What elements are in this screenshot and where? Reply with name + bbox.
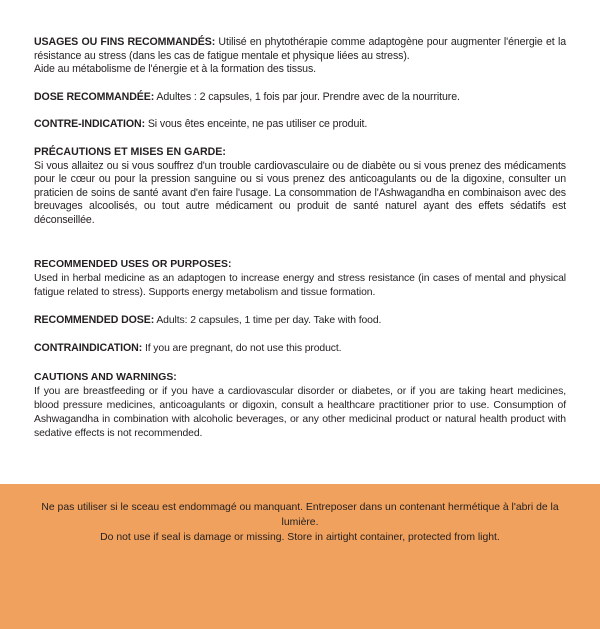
fr-recommended-dose-body: Adultes : 2 capsules, 1 fois par jour. Prendre avec de la nourriture. bbox=[154, 90, 460, 103]
fr-recommended-dose-block bbox=[34, 91, 566, 105]
en-recommended-uses-body: Used in herbal medicine as an adaptogen to increase energy and stress resistance (in cases of mental and physical fatigue related to stress). Supports energy metabolism and tissue formation. bbox=[34, 272, 566, 298]
en-recommended-uses-block bbox=[34, 258, 566, 301]
fr-cautions-heading: PRÉCAUTIONS ET MISES EN GARDE: bbox=[34, 145, 226, 158]
en-contraindication-heading: CONTRAINDICATION: bbox=[34, 342, 143, 355]
section-divider-spacer bbox=[34, 242, 566, 258]
fr-recommended-uses-paragraph bbox=[34, 36, 566, 63]
en-contraindication-block bbox=[34, 342, 566, 356]
fr-contraindication-body: Si vous êtes enceinte, ne pas utiliser ce produit. bbox=[145, 118, 368, 131]
fr-cautions-body: Si vous allaitez ou si vous souffrez d'un trouble cardiovasculaire ou de diabète ou si vous prenez des médicaments pour le cœur ou pour la pression sanguine ou si vous prenez des anticoagulants ou de la digoxine, consulter un praticien de soins de santé avant d'en faire l'usage. La consommation de l'Ashwagandha en combinaison avec des breuvages alcoolisés, ou tout autre médicament ou produit de santé naturel ayant des effets sédatifs est déconseillée. bbox=[34, 159, 566, 226]
footer-text-group bbox=[0, 484, 600, 545]
english-section bbox=[34, 258, 566, 442]
en-recommended-dose-heading: RECOMMENDED DOSE: bbox=[34, 314, 155, 327]
en-recommended-uses-heading: RECOMMENDED USES OR PURPOSES: bbox=[34, 258, 232, 270]
fr-recommended-uses-body: Utilisé en phytothérapie comme adaptogène pour augmenter l'énergie et la résistance au stress (dans les cas de fatigue mentale et physique liées au stress). bbox=[34, 36, 566, 62]
en-cautions-block bbox=[34, 371, 566, 442]
en-contraindication-body: If you are pregnant, do not use this product. bbox=[142, 343, 342, 355]
fr-recommended-uses-heading: USAGES OU FINS RECOMMANDÉS: bbox=[34, 36, 216, 48]
en-recommended-dose-block bbox=[34, 314, 566, 328]
fr-recommended-uses-body2: Aide au métabolisme de l'énergie et à la formation des tissus. bbox=[34, 63, 317, 76]
en-recommended-dose-paragraph bbox=[34, 314, 566, 328]
fr-recommended-dose-heading: DOSE RECOMMANDÉE: bbox=[34, 90, 155, 103]
footer-storage-fr: Ne pas utiliser si le sceau est endommagé ou manquant. Entreposer dans un contenant hermétique à l'abri de la lumière. bbox=[41, 502, 559, 528]
fr-cautions-block bbox=[34, 146, 566, 228]
en-recommended-dose-body: Adults: 2 capsules, 1 time per day. Take with food. bbox=[154, 315, 382, 327]
footer-storage-en: Do not use if seal is damage or missing. Store in airtight container, protected from light. bbox=[100, 532, 500, 543]
fr-contraindication-heading: CONTRE-INDICATION: bbox=[34, 118, 145, 131]
fr-contraindication-block bbox=[34, 118, 566, 132]
footer-band bbox=[0, 484, 600, 629]
fr-contraindication-paragraph bbox=[34, 118, 566, 132]
en-cautions-heading: CAUTIONS AND WARNINGS: bbox=[34, 371, 177, 383]
en-cautions-body: If you are breastfeeding or if you have a cardiovascular disorder or diabetes, or if you are taking heart medicines, blood pressure medicines, anticoagulants or digoxin, consult a healthcare practitioner prior to use. Consumption of Ashwagandha in combination with alcoholic beverages, or any other medicinal product or natural health product with sedative effects is not recommended. bbox=[34, 385, 566, 440]
en-contraindication-paragraph bbox=[34, 342, 566, 356]
fr-recommended-dose-paragraph bbox=[34, 91, 566, 105]
fr-recommended-uses-block bbox=[34, 36, 566, 77]
